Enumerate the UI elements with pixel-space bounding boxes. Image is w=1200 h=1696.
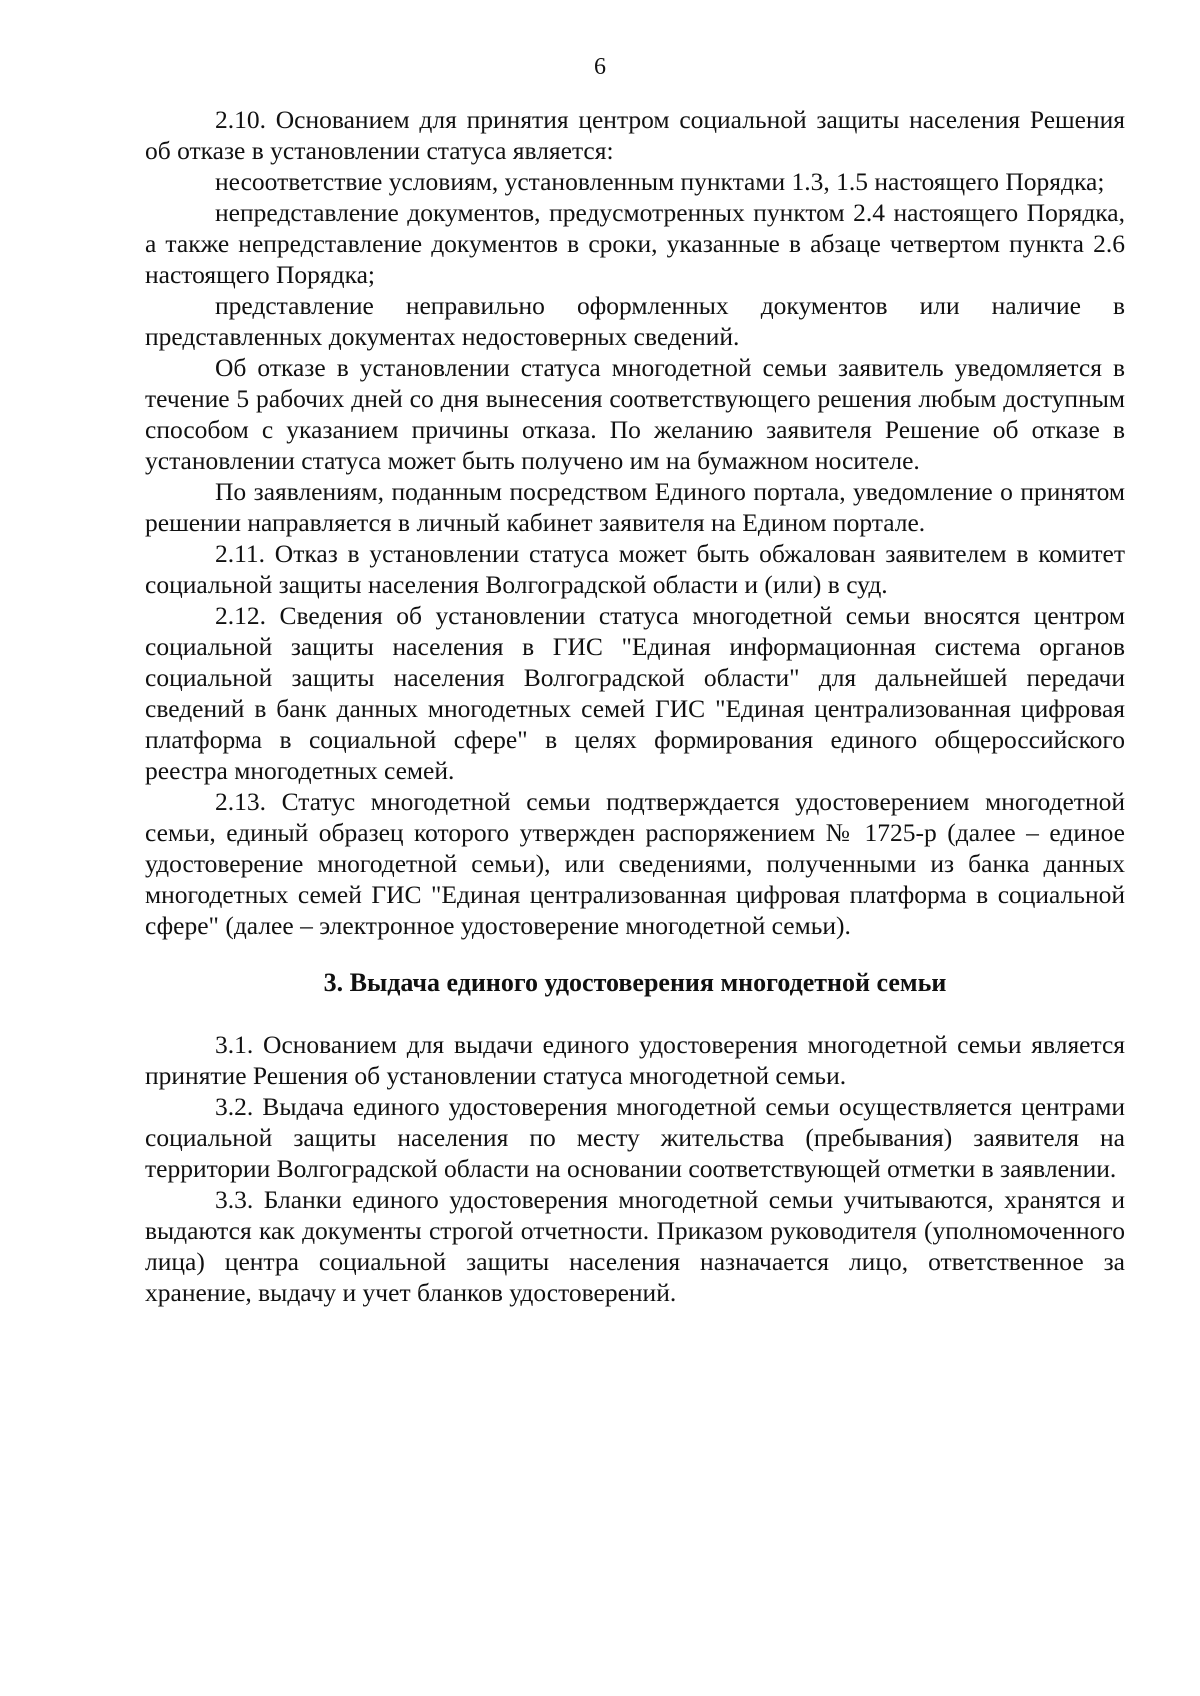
paragraph-invalid-documents: представление неправильно оформленных документов или наличие в представленных документах недостоверных сведений. <box>145 291 1125 351</box>
paragraph-missing-documents: непредставление документов, предусмотренных пунктом 2.4 настоящего Порядка, а также непредставление документов в сроки, указанные в абзаце четвертом пункта 2.6 настоящего Порядка; <box>145 198 1125 289</box>
paragraph-portal-notice: По заявлениям, поданным посредством Единого портала, уведомление о принятом решении направляется в личный кабинет заявителя на Едином портале. <box>145 477 1125 537</box>
paragraph-3-1: 3.1. Основанием для выдачи единого удостоверения многодетной семьи является принятие Решения об установлении статуса многодетной семьи. <box>145 1030 1125 1090</box>
paragraph-2-13: 2.13. Статус многодетной семьи подтверждается удостоверением многодетной семьи, единый образец которого утвержден распоряжением № 1725-р (далее – единое удостоверение многодетной семьи), или сведениями, полученными из банка данных многодетных семей ГИС "Единая централизованная цифровая платформа в социальной сфере" (далее – электронное удостоверение многодетной семьи). <box>145 787 1125 940</box>
document-body <box>145 104 1125 1308</box>
paragraph-3-2: 3.2. Выдача единого удостоверения многодетной семьи осуществляется центрами социальной защиты населения по месту жительства (пребывания) заявителя на территории Волгоградской области на основании соответствующей отметки в заявлении. <box>145 1092 1125 1183</box>
paragraph-2-10: 2.10. Основанием для принятия центром социальной защиты населения Решения об отказе в установлении статуса является: <box>145 105 1125 165</box>
paragraph-refusal-notice: Об отказе в установлении статуса многодетной семьи заявитель уведомляется в течение 5 рабочих дней со дня вынесения соответствующего решения любым доступным способом с указанием причины отказа. По желанию заявителя Решение об отказе в установлении статуса может быть получено им на бумажном носителе. <box>145 353 1125 475</box>
page-number: 6 <box>594 54 606 80</box>
paragraph-condition-mismatch: несоответствие условиям, установленным пунктами 1.3, 1.5 настоящего Порядка; <box>215 167 1105 196</box>
section-3-heading: 3. Выдача единого удостоверения многодетной семьи <box>323 968 947 997</box>
paragraph-2-12: 2.12. Сведения об установлении статуса многодетной семьи вносятся центром социальной защиты населения в ГИС "Единая информационная система органов социальной защиты населения Волгоградской области" для дальнейшей передачи сведений в банк данных многодетных семей ГИС "Единая централизованная цифровая платформа в социальной сфере" в целях формирования единого общероссийского реестра многодетных семей. <box>145 601 1125 785</box>
paragraph-2-11: 2.11. Отказ в установлении статуса может быть обжалован заявителем в комитет социальной защиты населения Волгоградской области и (или) в суд. <box>145 539 1125 599</box>
paragraph-3-3: 3.3. Бланки единого удостоверения многодетной семьи учитываются, хранятся и выдаются как документы строгой отчетности. Приказом руководителя (уполномоченного лица) центра социальной защиты населения назначается лицо, ответственное за хранение, выдачу и учет бланков удостоверений. <box>145 1185 1125 1307</box>
